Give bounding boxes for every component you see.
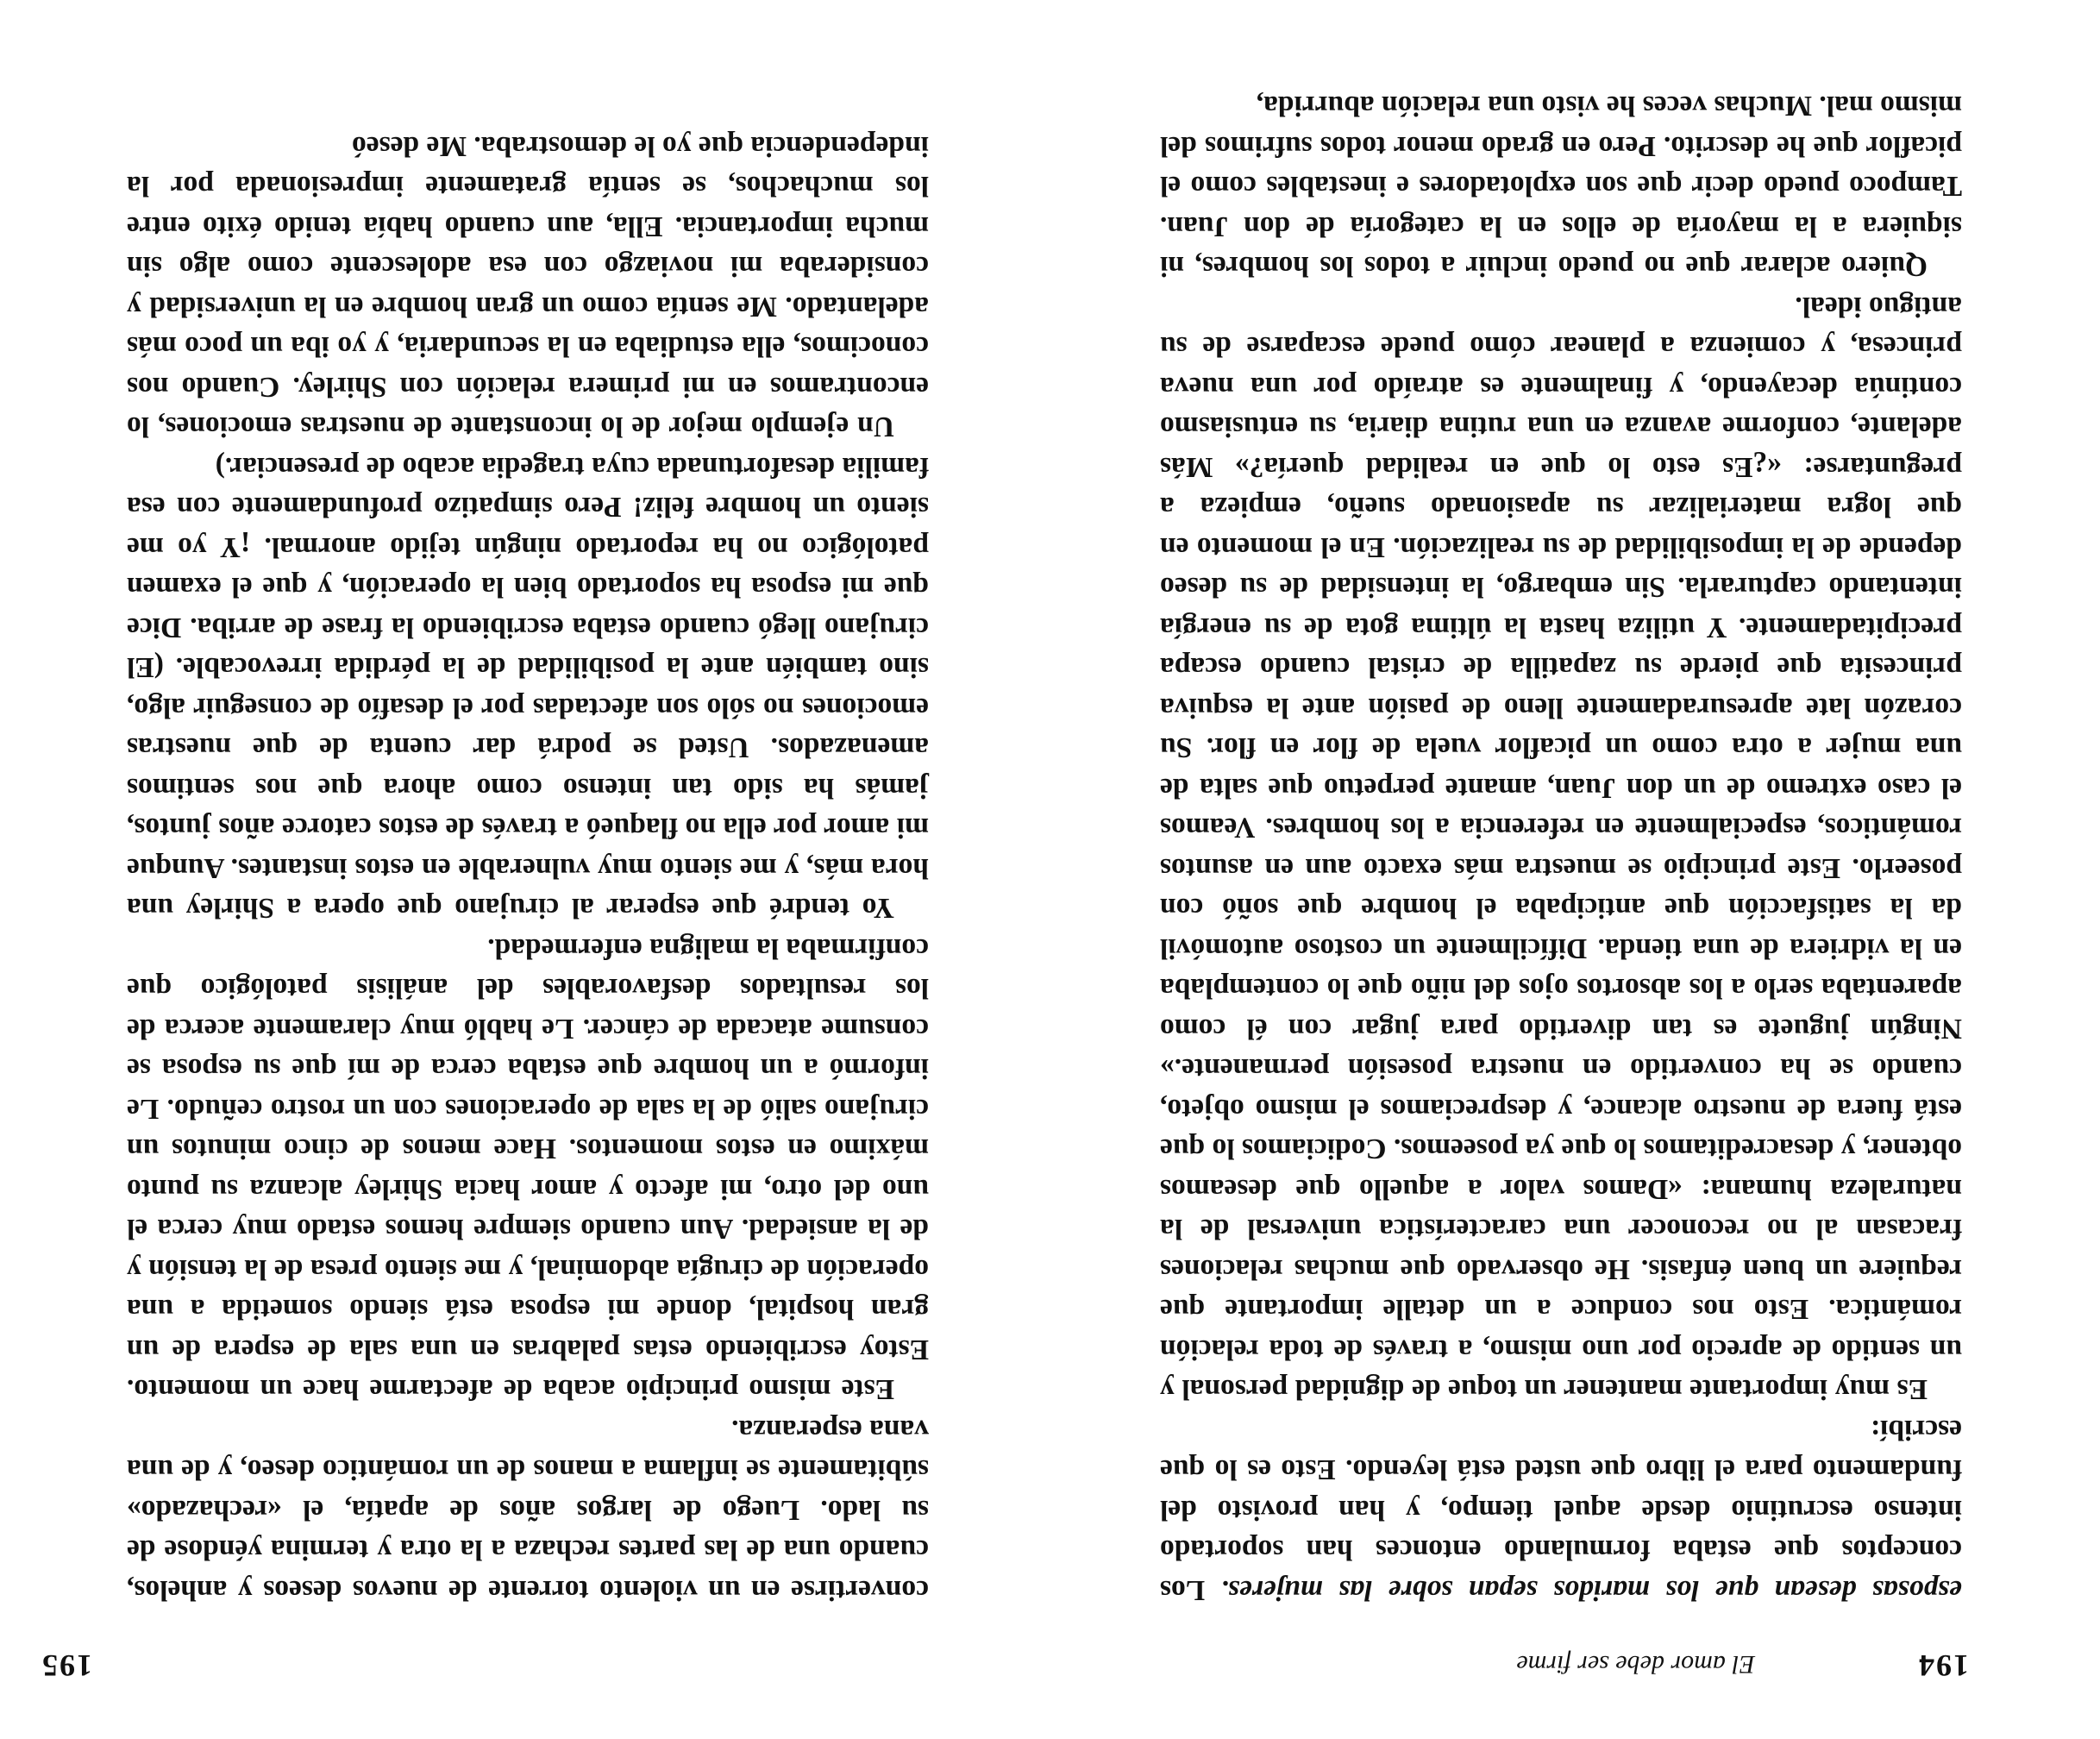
page-body xyxy=(127,126,929,1610)
paragraph: Es muy importante mantener un toque de dignidad personal y un sentido de aprecio por uno mismo, a través de toda relación romántica. Esto nos conduce a un detalle importante que requiere un buen énfasis. He observado que muchas relaciones fracasan al no reconocer una característica universal de la naturaleza humana: «Damos valor a aquello que deseamos obtener, y desacreditamos lo que ya poseemos. Codiciamos lo que está fuera de nuestro alcance, y despreciamos el mismo objeto, cuando se ha convertido en nuestra posesión permanente.» Ningún juguete es tan divertido para jugar con él como aparentaba serlo a los absortos ojos del niño que lo contemplaba en la vidriera de una tienda. Difícilmente un costoso automóvil da la satisfacción que anticipaba el hombre que soñó con poseerlo. Este principio se muestra más exacto aun en asuntos románticos, especialmente en referencia a los hombres. Veamos el caso extremo de un don Juan, amante perpetuo que salta de una mujer a otra como un picaflor vuela de flor en flor. Su corazón late apresuradamente lleno de pasión ante la esquiva princesita que pierde su zapatilla de cristal cuando escapa precipitadamente. Y utiliza hasta la última gota de su energía intentando capturarla. Sin embargo, la intensidad de su deseo depende de la imposibilidad de su realización. En el momento en que logra materializar su apasionado sueño, empieza a preguntarse: «¿Es esto lo que en realidad quería?» Más adelante, conforme avanza en una rutina diaria, su entusiasmo continúa decayendo, y finalmente es atraído por una nueva princesa, y comienza a planear cómo puede escaparse de su antiguo ideal. xyxy=(1160,291,1962,1406)
paragraph: convertirse en un violento torrente de nuevos deseos y anhelos, cuando una de las partes rechaza a la otra y termina yéndose de su lado. Luego de largos años de apatía, el «rechazado» súbitamente se inflama a manos de un romántico deseo, y de una vana esperanza. xyxy=(127,1414,929,1606)
paragraph: Yo tendré que esperar al cirujano que opera a Shirley una hora más, y me siento muy vulnerable en estos instantes. Aunque mi amor por ella no flaqueó a través de estos catorce años juntos, jamás ha sido tan intenso como ahora que nos sentimos amenazados. Usted se podrá dar cuenta de que nuestras emociones no sólo son afectadas por el desafío de conseguir algo, sino también ante la posibilidad de la pérdida irrevocable. (El cirujano llegó cuando estaba escribiendo la frase de arriba. Dice que mi esposa ha soportado bien la operación, y que el examen patológico no ha reportado ningún tejido anormal. ¡Y yo me siento un hombre feliz! Pero simpatizo profundamente con esa familia desafortunada cuya tragedia acabo de presenciar.) xyxy=(127,451,929,925)
page-number: 195 xyxy=(41,1648,92,1683)
page-body xyxy=(1160,85,1962,1610)
paragraph: Este mismo principio acaba de afectarme hace un momento. Estoy escribiendo estas palabras en una sala de espera de un gran hospital, donde mi esposa está siendo sometida a una operación de cirugía abdominal, y me siento presa de la tensión y de la ansiedad. Aun cuando siempre hemos estado muy cerca el uno del otro, mi afecto y amor hacia Shirley alcanza su punto máximo en estos momentos. Hace menos de cinco minutos un cirujano salió de la sala de operaciones con un rostro ceñudo. Le informó a un hombre que estaba cerca de mí que su esposa se consume atacada de cáncer. Le habló muy claramente acerca de los resultados desfavorables del análisis patológico que confirmaba la maligna enfermedad. xyxy=(127,932,929,1406)
paragraph xyxy=(1160,1409,1962,1610)
page-number: 194 xyxy=(1917,1648,1969,1683)
paragraph: Quiero aclarar que no puedo incluir a todos los hombres, ni siquiera a la mayoría de ellos en la categoría de don Juan. Tampoco puedo decir que son explotadores e inestables como el picaflor que he descrito. Pero en grado menor todos sufrimos del mismo mal. Muchas veces he visto una relación aburrida, xyxy=(1160,90,1962,283)
paragraph-text: Los conceptos que estaba formulando entonces han soportado intenso escrutinio desde aquel tiempo, y han provisto del fundamento para el libro que usted está leyendo. Esto es lo que escribí: xyxy=(1160,1414,1962,1606)
italic-title: esposas desean que los maridos sepan sobre las mujeres. xyxy=(1220,1574,1962,1606)
running-head: El amor debe ser firme xyxy=(1516,1650,1755,1679)
paragraph: Un ejemplo mejor de lo inconstante de nuestras emociones, lo encontramos en mi primera relación con Shirley. Cuando nos conocimos, ella estudiaba en la secundaria, y yo iba un poco más adelantado. Me sentía como un gran hombre en la universidad y consideraba mi noviazgo con esa adolescente como algo sin mucha importancia. Ella, aun cuando había tenido éxito entre los muchachos, se sentía gratamente impresionada por la independencia que yo le demostraba. Me deseó xyxy=(127,130,929,443)
left-page xyxy=(1050,0,2100,1739)
